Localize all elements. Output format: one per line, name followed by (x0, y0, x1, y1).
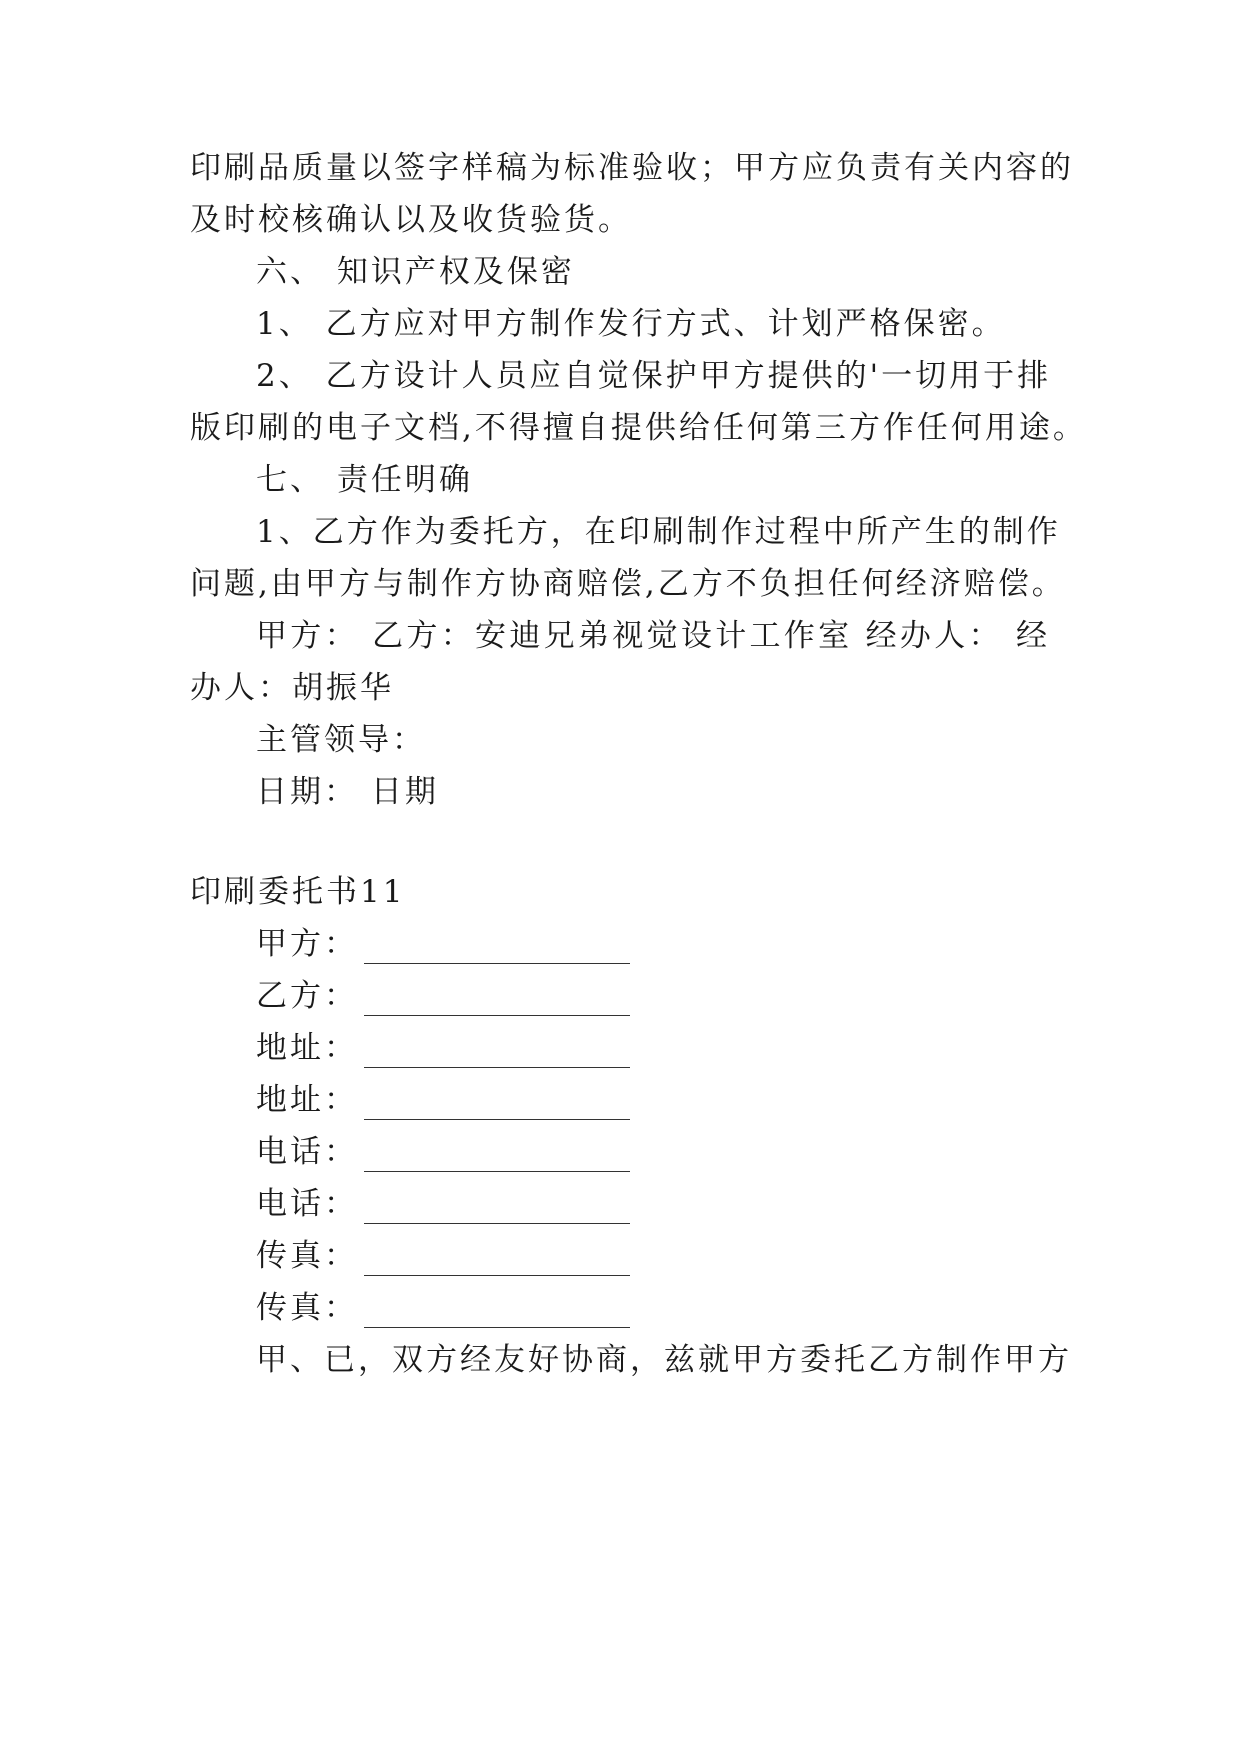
section-heading: 七、 责任明确 (256, 462, 473, 498)
closing-paragraph: 甲、已，双方经友好协商，兹就甲方委托乙方制作甲方 (256, 1342, 1072, 1378)
form-field-fax (256, 1236, 630, 1276)
paragraph-line: 问题,由甲方与制作方协商赔偿,乙方不负担任何经济赔偿。 (190, 566, 1066, 602)
form-field-fax (256, 1288, 630, 1328)
field-label: 传真： (256, 1238, 358, 1274)
signature-line: 办人：胡振华 (190, 670, 394, 706)
field-label: 甲方： (256, 926, 358, 962)
clause-item: 1、乙方作为委托方，在印刷制作过程中所产生的制作 (256, 514, 1061, 550)
paragraph-line: 版印刷的电子文档,不得擅自提供给任何第三方作任何用途。 (190, 410, 1087, 446)
field-label: 乙方： (256, 978, 358, 1014)
section-heading: 六、 知识产权及保密 (256, 254, 575, 290)
manager-label: 主管领导： (256, 722, 426, 758)
blank-line (364, 987, 630, 1016)
signature-line: 甲方： 乙方：安迪兄弟视觉设计工作室 经办人： 经 (256, 618, 1050, 654)
field-label: 传真： (256, 1290, 358, 1326)
document-title: 印刷委托书11 (190, 874, 406, 910)
blank-line (364, 1039, 630, 1068)
blank-line (364, 1091, 630, 1120)
paragraph-line: 印刷品质量以签字样稿为标准验收；甲方应负责有关内容的 (190, 150, 1074, 186)
field-label: 地址： (256, 1082, 358, 1118)
form-field-address (256, 1028, 630, 1068)
paragraph-line: 及时校核确认以及收货验货。 (190, 202, 632, 238)
field-label: 地址： (256, 1030, 358, 1066)
blank-line (364, 1195, 630, 1224)
field-label: 电话： (256, 1134, 358, 1170)
clause-item: 1、 乙方应对甲方制作发行方式、计划严格保密。 (256, 306, 1006, 342)
clause-item: 2、 乙方设计人员应自觉保护甲方提供的'一切用于排 (256, 358, 1052, 394)
form-field-phone (256, 1184, 630, 1224)
field-label: 电话： (256, 1186, 358, 1222)
date-line: 日期： 日期 (256, 774, 439, 810)
blank-line (364, 1299, 630, 1328)
blank-line (364, 935, 630, 964)
form-field-party-b (256, 976, 630, 1016)
form-field-address (256, 1080, 630, 1120)
blank-line (364, 1143, 630, 1172)
blank-line (364, 1247, 630, 1276)
form-field-party-a (256, 924, 630, 964)
form-field-phone (256, 1132, 630, 1172)
